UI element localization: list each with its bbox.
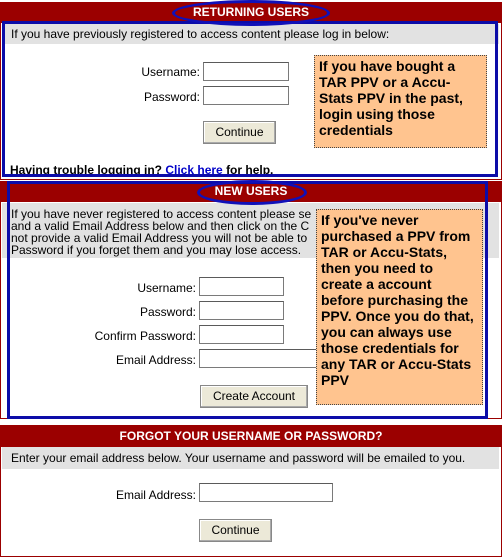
forgot-header: FORGOT YOUR USERNAME OR PASSWORD? [0,425,502,447]
new-intro-line-3: not provide a valid Email Address you will not be able to [11,231,308,245]
returning-highlight-box [2,21,498,177]
new-password-label: Password: [139,305,196,319]
new-intro-line-1: If you have never registered to access content please se [11,207,312,221]
forgot-continue-button[interactable]: Continue [199,519,272,542]
new-intro-line-2: and a valid Email Address below and then click on the C [11,219,310,233]
new-users-header-ellipse [197,180,307,205]
trouble-label: Having trouble logging in? [10,163,162,177]
new-users-highlight-box [7,181,488,419]
new-users-annotation-note: If you've never purchased a PPV from TAR or Accu-Stats, then you need to create a account before purchasing the PPV. Once you do that, you can always use those credentials for any TAR or Accu-Stats PPV [316,209,483,405]
returning-username-label: Username: [141,65,200,79]
returning-intro-text: If you have previously registered to access content please log in below: [11,27,390,41]
forgot-intro-bar [2,447,499,469]
forgot-email-label: Email Address: [115,488,196,502]
new-intro-line-4: Password if you forget them and you may lose access. [11,243,302,257]
returning-continue-button[interactable]: Continue [203,121,276,144]
new-username-label: Username: [137,281,196,295]
forgot-email-input[interactable] [199,483,333,502]
confirm-password-label: Confirm Password: [94,329,196,343]
returning-header-ellipse [172,0,330,26]
returning-users-header: RETURNING USERS [0,2,502,23]
for-help-label: for help. [226,163,274,177]
forgot-intro-text: Enter your email address below. Your username and password will be emailed to you. [11,451,466,465]
click-here-link[interactable]: Click here [165,163,223,177]
new-email-label: Email Address: [115,353,196,367]
returning-password-label: Password: [143,90,200,104]
returning-annotation-note: If you have bought a TAR PPV or a Accu-Stats PPV in the past, login using those credentials [314,55,487,148]
new-users-header: NEW USERS [0,181,502,202]
create-account-button[interactable]: Create Account [200,385,308,408]
